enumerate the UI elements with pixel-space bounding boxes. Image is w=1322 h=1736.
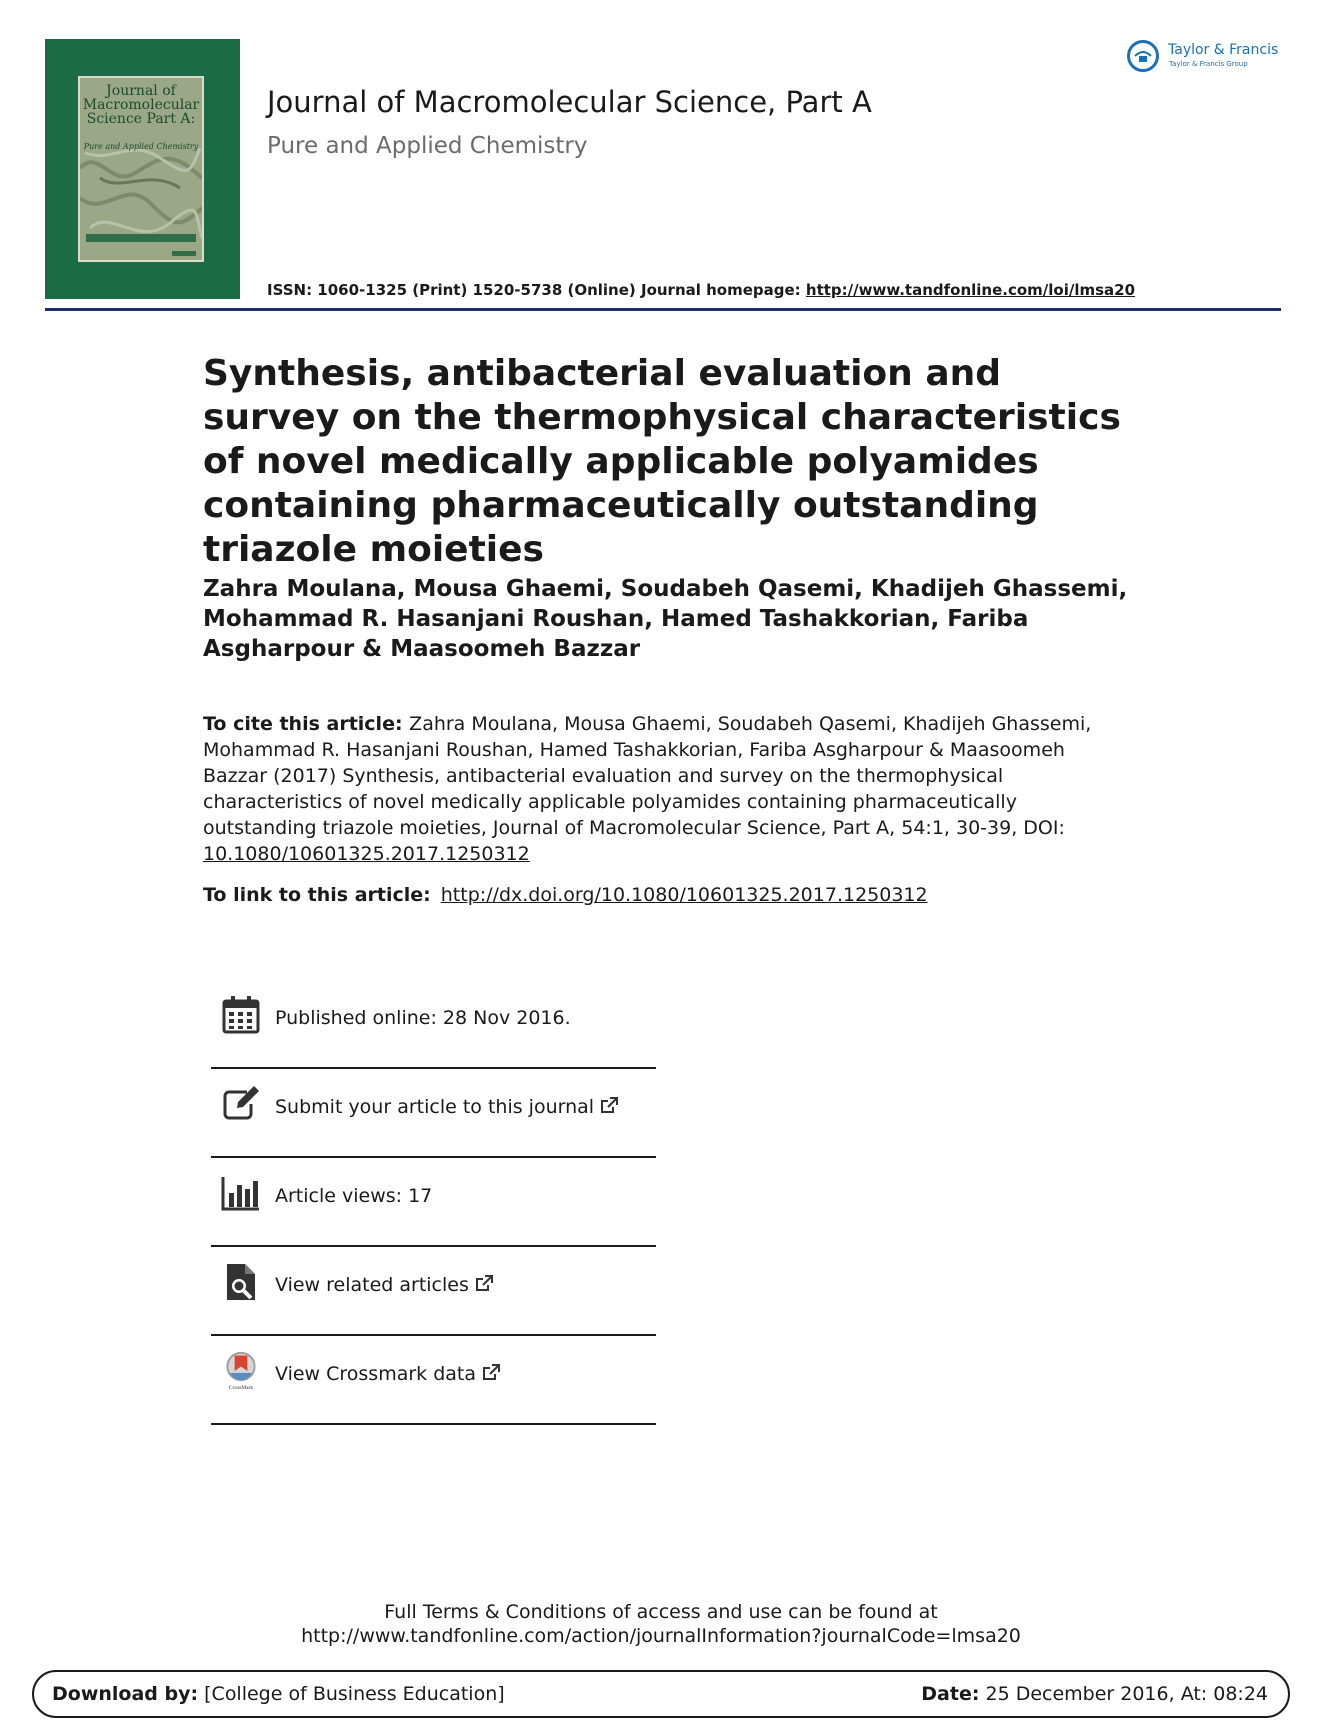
cover-subtitle: Pure and Applied Chemistry bbox=[83, 142, 199, 151]
article-views-item bbox=[211, 1158, 656, 1247]
published-online-item bbox=[211, 980, 656, 1069]
crossmark-icon bbox=[221, 1351, 261, 1391]
terms-notice bbox=[0, 1600, 1322, 1648]
article-info-list bbox=[211, 980, 656, 1425]
related-articles-item[interactable] bbox=[211, 1247, 656, 1336]
crossmark-link[interactable] bbox=[275, 1363, 500, 1385]
journal-title[interactable]: Journal of Macromolecular Science, Part A bbox=[267, 85, 872, 119]
citation-doi-link[interactable]: 10.1080/10601325.2017.1250312 bbox=[203, 843, 530, 865]
article-views-text: Article views: 17 bbox=[275, 1185, 433, 1207]
publisher-group: Taylor & Francis Group bbox=[1169, 60, 1248, 68]
citation-block bbox=[203, 711, 1123, 867]
download-by-label: Download by: bbox=[52, 1683, 199, 1705]
terms-line: Full Terms & Conditions of access and use can be found at bbox=[384, 1601, 938, 1623]
download-by-value: [College of Business Education] bbox=[198, 1683, 505, 1705]
citation-text: Zahra Moulana, Mousa Ghaemi, Soudabeh Qasemi, Khadijeh Ghassemi, Mohammad R. Hasanjani Roushan, Hamed Tashakkorian, Fariba Asgharpour & Maasoomeh Bazzar (2017) Synthesis, antibacterial evaluation and survey on the thermophysical characteristics of novel medically applicable polyamides containing pharmaceutically outstanding triazole moieties, Journal of Macromolecular Science, Part A, 54:1, 30-39, DOI: bbox=[203, 713, 1092, 839]
document-search-icon bbox=[221, 1262, 261, 1302]
article-authors: Zahra Moulana, Mousa Ghaemi, Soudabeh Qasemi, Khadijeh Ghassemi, Mohammad R. Hasanjani Roushan, Hamed Tashakkorian, Fariba Asgharpour & Maasoomeh Bazzar bbox=[203, 576, 1128, 662]
journal-homepage-link[interactable]: http://www.tandfonline.com/loi/lmsa20 bbox=[805, 281, 1136, 299]
submit-article-item[interactable] bbox=[211, 1069, 656, 1158]
journal-cover-image bbox=[45, 39, 240, 299]
article-doi-url-link[interactable]: http://dx.doi.org/10.1080/10601325.2017.1250312 bbox=[440, 884, 928, 906]
crossmark-item[interactable] bbox=[211, 1336, 656, 1425]
external-link-icon bbox=[475, 1275, 493, 1293]
cover-title: Journal of Macromolecular Science Part A: bbox=[82, 83, 200, 127]
publisher-name: Taylor & Francis bbox=[1168, 42, 1279, 58]
cover-band bbox=[86, 234, 196, 242]
download-date bbox=[921, 1683, 1268, 1705]
crossmark-label: View Crossmark data bbox=[275, 1363, 477, 1385]
journal-subtitle: Pure and Applied Chemistry bbox=[267, 133, 588, 159]
publisher-logo[interactable] bbox=[1127, 38, 1287, 78]
crossmark-logo-text: CrossMark bbox=[228, 1385, 254, 1391]
download-date-value: 25 December 2016, At: 08:24 bbox=[979, 1683, 1268, 1705]
related-articles-link[interactable] bbox=[275, 1274, 493, 1296]
submit-article-link[interactable] bbox=[275, 1096, 618, 1118]
download-by bbox=[52, 1683, 505, 1705]
cover-artwork bbox=[78, 76, 204, 262]
taylor-francis-icon bbox=[1127, 40, 1159, 72]
download-info-bar bbox=[32, 1670, 1290, 1718]
citation-label: To cite this article: bbox=[203, 713, 410, 735]
submit-article-label: Submit your article to this journal bbox=[275, 1096, 595, 1118]
calendar-icon bbox=[221, 995, 261, 1035]
published-online-text: Published online: 28 Nov 2016. bbox=[275, 1007, 571, 1029]
external-link-icon bbox=[600, 1097, 618, 1115]
related-articles-label: View related articles bbox=[275, 1274, 469, 1296]
issn-text: ISSN: 1060-1325 (Print) 1520-5738 (Online) Journal homepage: bbox=[267, 281, 806, 299]
article-link-label: To link to this article: bbox=[203, 884, 431, 906]
issn-line bbox=[267, 281, 1135, 299]
cover-publisher-mark bbox=[172, 251, 196, 256]
download-date-label: Date: bbox=[921, 1683, 980, 1705]
external-link-icon bbox=[482, 1364, 500, 1382]
article-title: Synthesis, antibacterial evaluation and survey on the thermophysical characteristics of novel medically applicable polyamides containing pharmaceutically outstanding triazole moieties bbox=[203, 353, 1121, 570]
terms-url-link[interactable]: http://www.tandfonline.com/action/journalInformation?journalCode=lmsa20 bbox=[301, 1625, 1021, 1647]
article-link-line bbox=[203, 884, 928, 906]
bar-chart-icon bbox=[221, 1173, 261, 1213]
edit-icon bbox=[221, 1084, 261, 1124]
header-divider bbox=[45, 308, 1281, 311]
